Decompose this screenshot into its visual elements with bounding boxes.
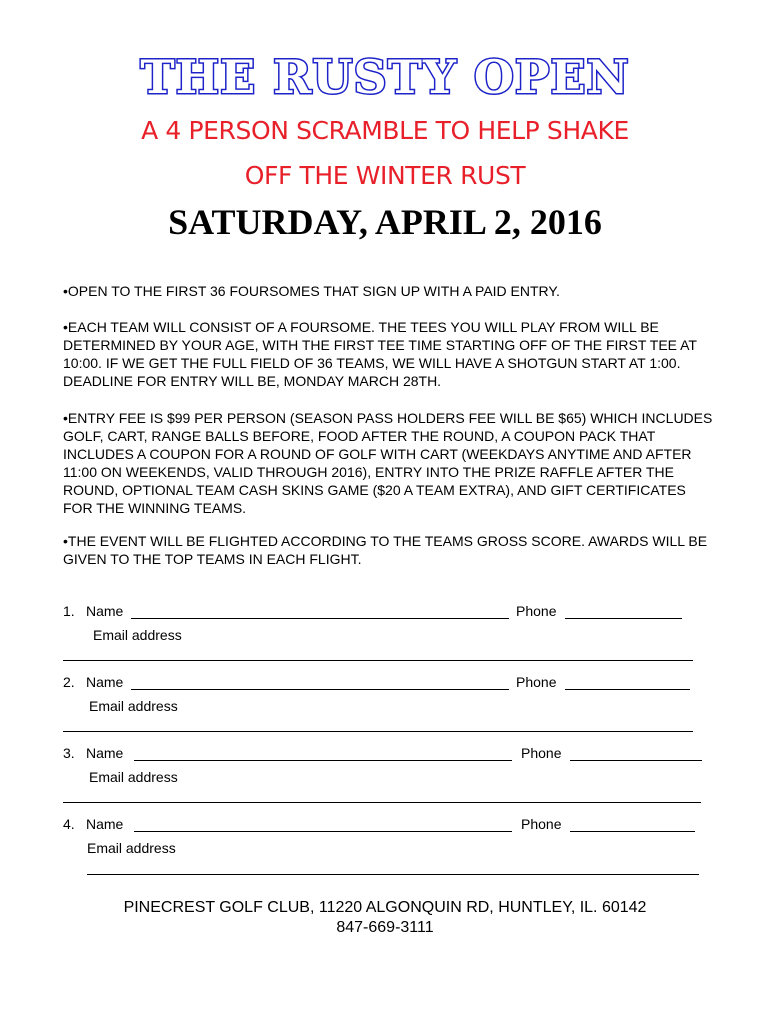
entry-number: 1. bbox=[63, 603, 75, 619]
entry-number: 3. bbox=[63, 745, 75, 761]
name-label: Name bbox=[86, 745, 124, 761]
event-date: SATURDAY, APRIL 2, 2016 bbox=[168, 202, 602, 242]
event-title: THE RUSTY OPEN bbox=[140, 50, 630, 104]
name-field-line[interactable] bbox=[131, 618, 509, 619]
email-field-line[interactable] bbox=[63, 660, 693, 661]
entry-number: 4. bbox=[63, 816, 75, 832]
info-paragraph-entry-fee: •ENTRY FEE IS $99 PER PERSON (SEASON PASS HOLDERS FEE WILL BE $65) WHICH INCLUDES GOLF, CART, RANGE BALLS BEFORE, FOOD AFTER THE ROUND, A COUPON PACK THAT INCLUDES A COUPON FOR A ROUND OF GOLF WITH CART (WEEKDAYS ANYTIME AND AFTER 11:00 ON WEEKENDS, VALID THROUGH 2016), ENTRY INTO THE PRIZE RAFFLE AFTER THE ROUND, OPTIONAL TEAM CASH SKINS GAME ($20 A TEAM EXTRA), AND GIFT CERTIFICATES FOR THE WINNING TEAMS. bbox=[63, 410, 713, 516]
phone-label: Phone bbox=[516, 603, 557, 619]
club-phone: 847-669-3111 bbox=[336, 919, 434, 936]
email-label: Email address bbox=[89, 698, 178, 714]
name-field-line[interactable] bbox=[134, 831, 512, 832]
phone-label: Phone bbox=[521, 745, 562, 761]
info-paragraph-flights: •THE EVENT WILL BE FLIGHTED ACCORDING TO THE TEAMS GROSS SCORE. AWARDS WILL BE GIVEN TO THE TOP TEAMS IN EACH FLIGHT. bbox=[63, 533, 708, 567]
name-label: Name bbox=[86, 603, 124, 619]
name-field-line[interactable] bbox=[134, 760, 512, 761]
phone-label: Phone bbox=[516, 674, 557, 690]
email-label: Email address bbox=[87, 840, 176, 856]
phone-label: Phone bbox=[521, 816, 562, 832]
event-subtitle-line-1: A 4 PERSON SCRAMBLE TO HELP SHAKE bbox=[141, 116, 629, 145]
email-field-line[interactable] bbox=[63, 802, 701, 803]
email-field-line[interactable] bbox=[87, 874, 699, 875]
email-label: Email address bbox=[93, 627, 182, 643]
phone-field-line[interactable] bbox=[570, 831, 695, 832]
name-label: Name bbox=[86, 816, 124, 832]
event-subtitle-line-2: OFF THE WINTER RUST bbox=[244, 161, 526, 190]
phone-field-line[interactable] bbox=[565, 618, 682, 619]
club-address: PINECREST GOLF CLUB, 11220 ALGONQUIN RD, HUNTLEY, IL. 60142 bbox=[123, 899, 647, 916]
email-field-line[interactable] bbox=[63, 731, 693, 732]
entry-number: 2. bbox=[63, 674, 75, 690]
info-paragraph-entry-limit: •OPEN TO THE FIRST 36 FOURSOMES THAT SIGN UP WITH A PAID ENTRY. bbox=[63, 283, 560, 299]
phone-field-line[interactable] bbox=[570, 760, 702, 761]
name-field-line[interactable] bbox=[131, 689, 509, 690]
name-label: Name bbox=[86, 674, 124, 690]
info-paragraph-team-format: •EACH TEAM WILL CONSIST OF A FOURSOME. THE TEES YOU WILL PLAY FROM WILL BE DETERMINED BY YOUR AGE, WITH THE FIRST TEE TIME STARTING OFF OF THE FIRST TEE AT 10:00. IF WE GET THE FULL FIELD OF 36 TEAMS, WE WILL HAVE A SHOTGUN START AT 1:00. DEADLINE FOR ENTRY WILL BE, MONDAY MARCH 28TH. bbox=[63, 319, 697, 389]
phone-field-line[interactable] bbox=[565, 689, 690, 690]
email-label: Email address bbox=[89, 769, 178, 785]
